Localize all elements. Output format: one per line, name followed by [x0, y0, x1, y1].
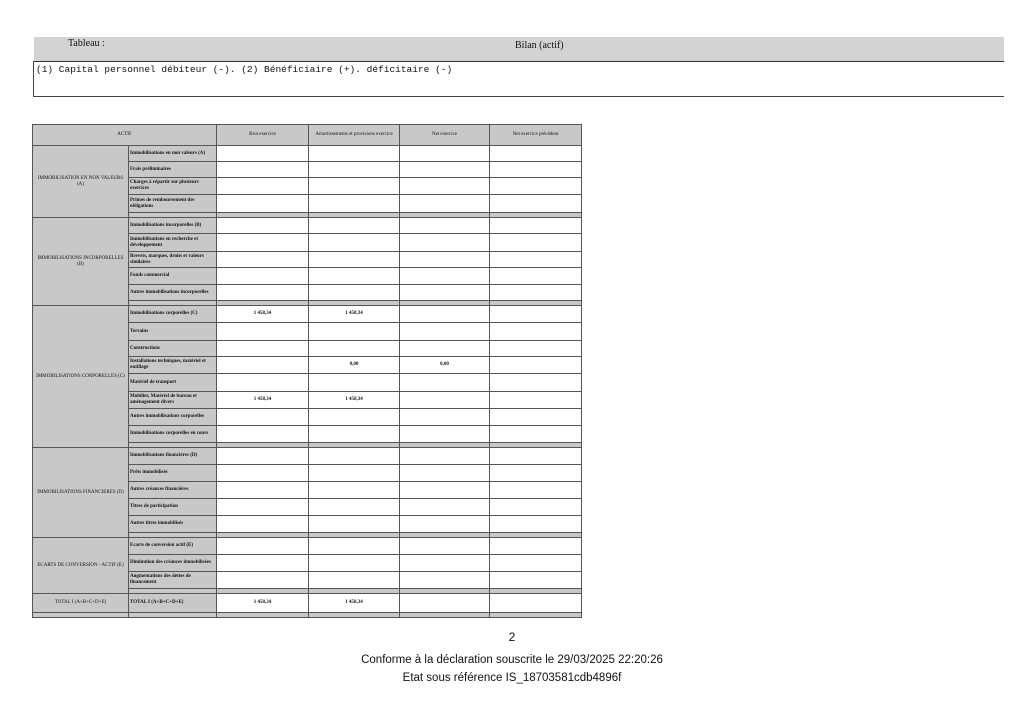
cell-brut — [217, 448, 309, 465]
cell-net — [400, 499, 490, 516]
cell-brut — [217, 285, 309, 301]
row-label: Terrains — [129, 323, 217, 341]
row-label: Immobilisations incorporelles (B) — [129, 218, 217, 234]
row-label: Installations techniques, matériel et outillage — [129, 357, 217, 374]
cell-prev — [490, 285, 582, 301]
cell-amort — [309, 499, 400, 516]
cell-net — [400, 162, 490, 178]
row-label: Autres titres immobilisés — [129, 516, 217, 533]
conformity-text: Conforme à la déclaration souscrite le 29/03/2025 22:20:26 — [361, 654, 663, 666]
cell-brut — [217, 482, 309, 499]
cell-net — [400, 426, 490, 443]
separator-cell — [400, 613, 490, 618]
cell-prev — [490, 448, 582, 465]
row-label: Primes de remboursement des obligations — [129, 195, 217, 213]
cell-net — [400, 218, 490, 234]
row-label: Immobilisations financières (D) — [129, 448, 217, 465]
group-label: IMMOBILISATIONS FINANCIERES (D) — [33, 448, 129, 538]
total-row — [33, 594, 582, 613]
cell-brut — [217, 323, 309, 341]
separator-cell — [217, 613, 309, 618]
cell-prev — [490, 341, 582, 357]
cell-net — [400, 482, 490, 499]
cell-net — [400, 448, 490, 465]
separator-cell — [33, 613, 129, 618]
group-separator — [33, 613, 582, 618]
cell-amort — [309, 323, 400, 341]
cell-prev — [490, 323, 582, 341]
cell-prev — [490, 178, 582, 195]
col-prev: Net exercice précédent — [490, 125, 582, 146]
row-label: Immobilisations en non valeurs (A) — [129, 146, 217, 162]
cell-prev — [490, 252, 582, 268]
cell-brut — [217, 374, 309, 392]
row-label: Ecarts de conversion actif (E) — [129, 538, 217, 555]
row-label: Prêts immobilisés — [129, 465, 217, 482]
cell-amort — [309, 341, 400, 357]
cell-amort: 1 458,34 — [309, 306, 400, 323]
row-label: Titres de participation — [129, 499, 217, 516]
cell-amort — [309, 146, 400, 162]
cell-net: 0,00 — [400, 357, 490, 374]
cell-brut — [217, 218, 309, 234]
cell-amort — [309, 268, 400, 285]
cell-amort — [309, 195, 400, 213]
cell-amort — [309, 572, 400, 589]
row-label: Autres créances financières — [129, 482, 217, 499]
cell-amort — [309, 538, 400, 555]
group-label: IMMOBILISATIONS CORPORELLES (C) — [33, 306, 129, 448]
row-label: Charges à répartir sur plusieurs exercices — [129, 178, 217, 195]
cell-net — [400, 252, 490, 268]
separator-cell — [129, 613, 217, 618]
cell-brut — [217, 178, 309, 195]
cell-net — [400, 538, 490, 555]
row-label: Immobilisations corporelles en cours — [129, 426, 217, 443]
page-number: 2 — [508, 630, 516, 644]
cell-amort — [309, 448, 400, 465]
cell-net — [400, 516, 490, 533]
cell-brut: 1 458,34 — [217, 306, 309, 323]
cell-brut — [217, 538, 309, 555]
cell-brut — [217, 195, 309, 213]
cell-net — [400, 409, 490, 426]
cell-prev — [490, 392, 582, 409]
cell-prev — [490, 572, 582, 589]
cell-net — [400, 178, 490, 195]
table-row — [33, 448, 582, 465]
row-label: Immobilisations en recherche et développement — [129, 234, 217, 252]
cell-brut: 1 458,34 — [217, 392, 309, 409]
cell-prev — [490, 516, 582, 533]
cell-brut — [217, 516, 309, 533]
cell-amort — [309, 465, 400, 482]
cell-prev — [490, 482, 582, 499]
cell-amort — [309, 426, 400, 443]
cell-net — [400, 146, 490, 162]
total-net — [400, 594, 490, 613]
table-header-row — [33, 125, 582, 146]
col-amort: Amortissements et provisions exercice — [309, 125, 400, 146]
reference-text: Etat sous référence IS_18703581cdb4896f — [402, 672, 622, 684]
note-box — [33, 61, 1004, 97]
table-row — [33, 306, 582, 323]
tableau-label: Tableau : — [68, 38, 105, 49]
row-label: Matériel de transport — [129, 374, 217, 392]
cell-net — [400, 195, 490, 213]
cell-amort — [309, 285, 400, 301]
row-label: Autres immobilisations incorporelles — [129, 285, 217, 301]
cell-prev — [490, 555, 582, 572]
row-label: Frais préliminaires — [129, 162, 217, 178]
cell-prev — [490, 409, 582, 426]
cell-brut — [217, 572, 309, 589]
cell-net — [400, 268, 490, 285]
cell-brut — [217, 162, 309, 178]
group-label: IMMOBILISATION EN NON VALEURS (A) — [33, 146, 129, 218]
cell-prev — [490, 357, 582, 374]
cell-prev — [490, 426, 582, 443]
total-group-label: TOTAL I (A+B+C+D+E) — [33, 594, 129, 613]
bilan-title: Bilan (actif) — [515, 40, 564, 51]
cell-prev — [490, 234, 582, 252]
bilan-actif-table — [32, 124, 582, 618]
cell-prev — [490, 195, 582, 213]
cell-prev — [490, 538, 582, 555]
total-label: TOTAL I (A+B+C+D+E) — [129, 594, 217, 613]
cell-amort: 0,00 — [309, 357, 400, 374]
cell-brut — [217, 426, 309, 443]
cell-amort — [309, 374, 400, 392]
row-label: Autres immobilisations corporelles — [129, 409, 217, 426]
cell-brut — [217, 341, 309, 357]
cell-prev — [490, 306, 582, 323]
cell-amort: 1 458,34 — [309, 392, 400, 409]
cell-amort — [309, 409, 400, 426]
cell-net — [400, 572, 490, 589]
cell-net — [400, 555, 490, 572]
cell-prev — [490, 465, 582, 482]
col-net: Net exercice — [400, 125, 490, 146]
table-row — [33, 218, 582, 234]
cell-brut — [217, 252, 309, 268]
cell-prev — [490, 268, 582, 285]
cell-amort — [309, 252, 400, 268]
cell-brut — [217, 555, 309, 572]
cell-brut — [217, 465, 309, 482]
cell-brut — [217, 409, 309, 426]
col-actif: ACTIF — [33, 125, 217, 146]
cell-amort — [309, 234, 400, 252]
total-amort: 1 458,34 — [309, 594, 400, 613]
row-label: Constructions — [129, 341, 217, 357]
cell-amort — [309, 178, 400, 195]
cell-net — [400, 285, 490, 301]
group-label: IMMOBILISATIONS INCORPORELLES (B) — [33, 218, 129, 306]
cell-net — [400, 374, 490, 392]
cell-amort — [309, 482, 400, 499]
group-label: ECARTS DE CONVERSION - ACTIF (E) — [33, 538, 129, 594]
cell-prev — [490, 146, 582, 162]
note-text: (1) Capital personnel débiteur (-). (2) Bénéficiaire (+). déficitaire (-) — [36, 64, 453, 75]
cell-net — [400, 306, 490, 323]
cell-net — [400, 465, 490, 482]
table-row — [33, 146, 582, 162]
cell-amort — [309, 516, 400, 533]
cell-net — [400, 234, 490, 252]
cell-brut — [217, 499, 309, 516]
separator-cell — [309, 613, 400, 618]
cell-amort — [309, 218, 400, 234]
row-label: Brevets, marques, droits et valeurs similaires — [129, 252, 217, 268]
col-brut: Brut exercice — [217, 125, 309, 146]
cell-net — [400, 392, 490, 409]
separator-cell — [490, 613, 582, 618]
cell-prev — [490, 218, 582, 234]
row-label: Mobilier, Matériel de bureau et aménagement divers — [129, 392, 217, 409]
cell-brut — [217, 357, 309, 374]
row-label: Diminution des créances immobilisées — [129, 555, 217, 572]
cell-net — [400, 341, 490, 357]
cell-brut — [217, 146, 309, 162]
cell-prev — [490, 162, 582, 178]
cell-brut — [217, 234, 309, 252]
table-row — [33, 538, 582, 555]
cell-amort — [309, 555, 400, 572]
cell-prev — [490, 499, 582, 516]
row-label: Immobilisations corporelles (C) — [129, 306, 217, 323]
cell-net — [400, 323, 490, 341]
cell-brut — [217, 268, 309, 285]
total-brut: 1 458,34 — [217, 594, 309, 613]
cell-prev — [490, 374, 582, 392]
row-label: Augmentations des dettes de financement — [129, 572, 217, 589]
row-label: Fonds commercial — [129, 268, 217, 285]
total-prev — [490, 594, 582, 613]
cell-amort — [309, 162, 400, 178]
